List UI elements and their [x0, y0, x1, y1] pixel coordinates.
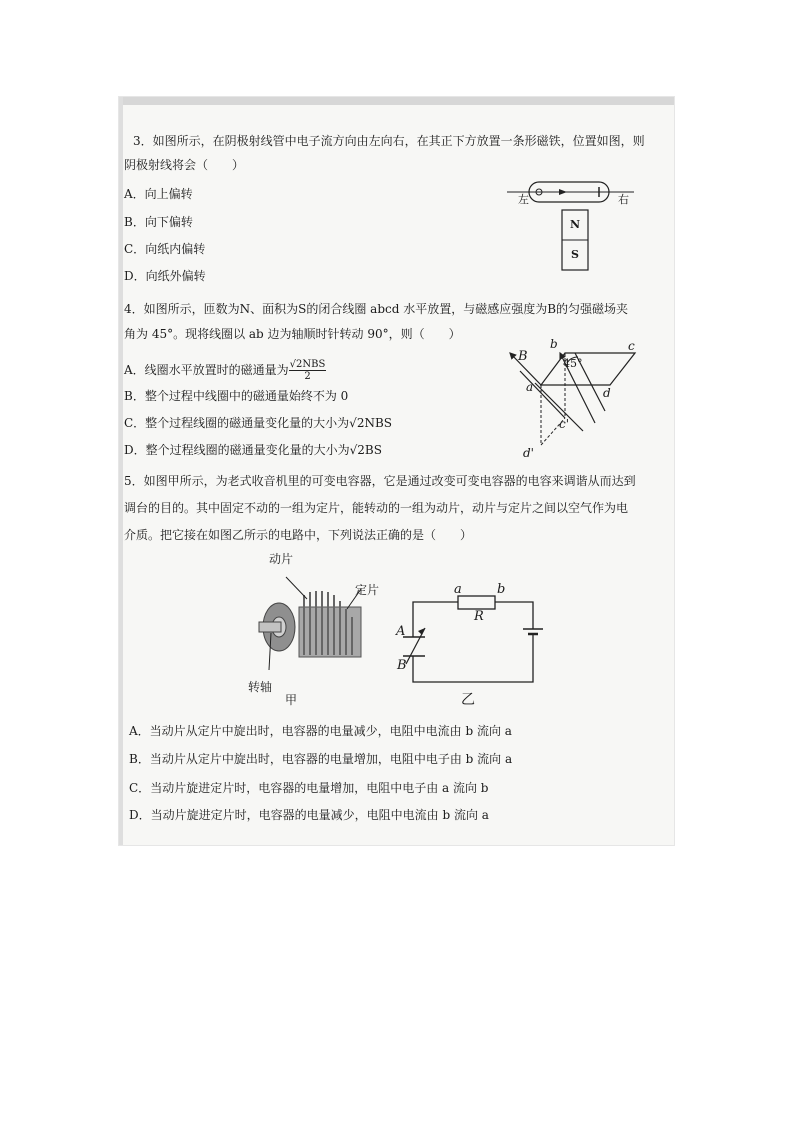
q5-stem-line2: 调台的目的。其中固定不动的一组为定片，能转动的一组为动片，动片与定片之间以空气作为电 [124, 501, 629, 515]
q4-field-label-b: B [518, 349, 528, 364]
q5-option-c: C．当动片旋进定片时，电容器的电量增加，电阻中电子由 a 流向 b [129, 781, 489, 795]
q4-vertex-a: a [526, 380, 534, 394]
q4-stem-line1: 4．如图所示，匝数为N、面积为S的闭合线圈 abcd 水平放置，与磁感应强度为B的匀强磁场夹 [124, 302, 629, 316]
q3-option-d: D．向纸外偏转 [124, 269, 206, 283]
q3-stem-line2: 阴极射线将会（ ） [124, 158, 245, 172]
fixed-plate-label: 定片 [355, 583, 380, 597]
q5-option-b: B．当动片从定片中旋出时，电容器的电量增加，电阻中电子由 b 流向 a [129, 752, 513, 766]
magnet-north-label: N [570, 218, 581, 231]
q4-option-c: C．整个过程线圈的磁通量变化量的大小为√2NBS [124, 416, 393, 430]
circuit-node-b: b [497, 582, 506, 597]
q4-option-a-fraction: $\frac{\text{√2NBS}}{2}$ [289, 359, 326, 382]
q4-vertex-c: c [628, 339, 635, 353]
figure-yi-caption: 乙 [461, 692, 475, 708]
moving-plate-label: 动片 [269, 552, 294, 566]
q4-stem-line2: 角为 45°。现将线圈以 ab 边为轴顺时针转动 90°，则（ ） [124, 327, 461, 341]
q5-stem-line3: 介质。把它接在如图乙所示的电路中，下列说法正确的是（ ） [124, 528, 473, 542]
q4-vertex-d: d [603, 386, 611, 400]
rotating-shaft-label: 转轴 [248, 680, 273, 694]
q4-angle-label: 45° [563, 357, 583, 370]
scanned-exam-page [119, 97, 674, 845]
figure-jia-caption: 甲 [285, 693, 298, 707]
q3-stem-line1: 3．如图所示，在阴极射线管中电子流方向由左向右，在其正下方放置一条形磁铁，位置如图，则 [133, 134, 645, 148]
q5-option-a: A．当动片从定片中旋出时，电容器的电量减少，电阻中电流由 b 流向 a [129, 724, 512, 738]
capacitor-plate-b-label: B [397, 658, 407, 673]
q3-left-label: 左 [518, 193, 529, 206]
capacitor-circuit-diagram [403, 592, 533, 692]
q4-option-a: A．线圈水平放置时的磁通量为 $\frac{\text{√2NBS}}{2}$ [124, 359, 326, 382]
q3-option-b: B．向下偏转 [124, 215, 193, 229]
q3-right-label: 右 [618, 193, 629, 206]
resistor-label: R [474, 609, 484, 624]
q4-vertex-b: b [550, 337, 558, 351]
magnet-south-label: S [571, 248, 579, 261]
q5-option-d: D．当动片旋进定片时，电容器的电量减少，电阻中电流由 b 流向 a [129, 808, 489, 822]
q4-option-d: D．整个过程线圈的磁通量变化量的大小为√2BS [124, 443, 382, 457]
capacitor-plate-a-label: A [396, 624, 406, 639]
q4-vertex-c-prime: c' [559, 417, 570, 431]
q5-stem-line1: 5．如图甲所示，为老式收音机里的可变电容器，它是通过改变可变电容器的电容来调谐从而达到 [124, 474, 636, 488]
q4-vertex-d-prime: d' [523, 446, 534, 460]
q4-option-b: B．整个过程中线圈中的磁通量始终不为 0 [124, 389, 349, 403]
q3-option-a: A．向上偏转 [124, 187, 193, 201]
circuit-node-a: a [454, 582, 462, 597]
q3-option-c: C．向纸内偏转 [124, 242, 206, 256]
